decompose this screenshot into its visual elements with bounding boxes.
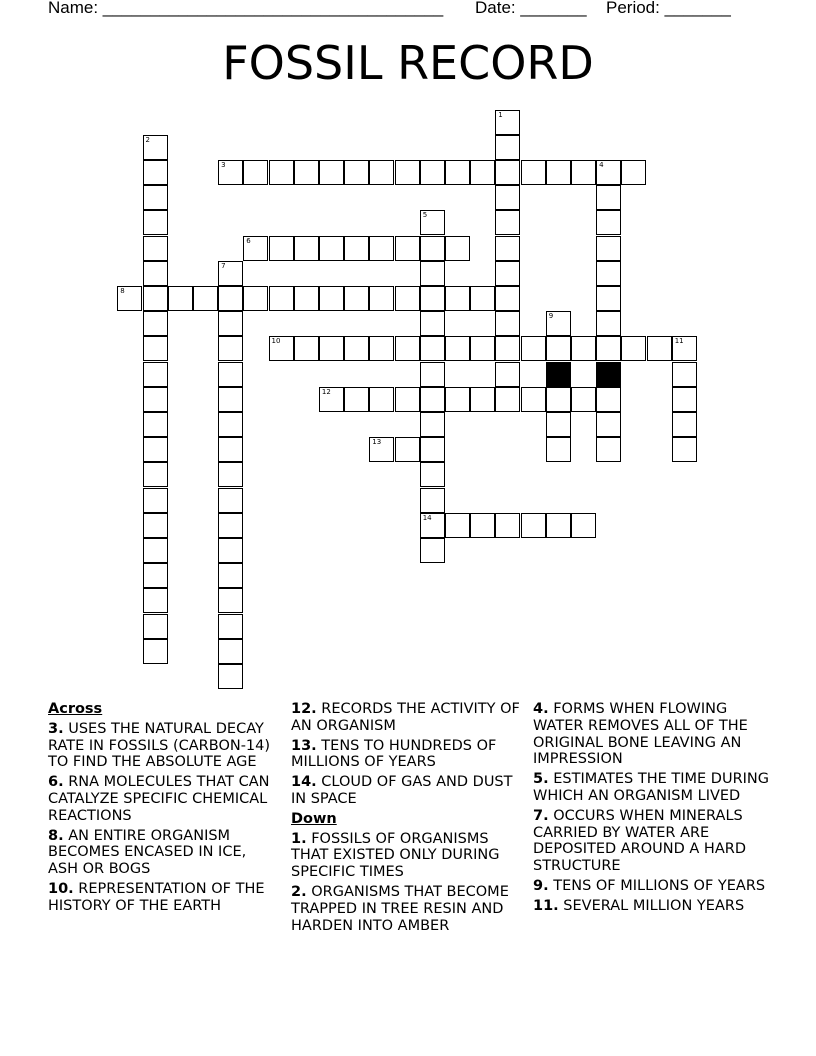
grid-cell[interactable] — [445, 160, 470, 185]
clue-number: 2 — [145, 135, 150, 144]
grid-cell[interactable] — [218, 412, 243, 437]
grid-cell[interactable] — [143, 538, 168, 563]
grid-cell[interactable] — [294, 160, 319, 185]
grid-cell[interactable] — [470, 387, 495, 412]
grid-cell[interactable] — [369, 236, 394, 261]
grid-cell[interactable] — [596, 286, 621, 311]
clue-item — [291, 701, 523, 735]
grid-cell[interactable] — [420, 210, 445, 235]
grid-cell[interactable] — [143, 286, 168, 311]
grid-cell[interactable] — [470, 286, 495, 311]
clue-text: OCCURS WHEN MINERALS CARRIED BY WATER ARE DEPOSITED AROUND A HARD STRUCTURE — [533, 807, 746, 875]
grid-cell[interactable] — [294, 236, 319, 261]
grid-cell[interactable] — [143, 614, 168, 639]
grid-cell[interactable] — [521, 336, 546, 361]
grid-cell[interactable] — [143, 362, 168, 387]
grid-cell[interactable] — [218, 437, 243, 462]
clue-number: 9 — [548, 312, 554, 321]
grid-cell[interactable] — [319, 336, 344, 361]
grid-cell[interactable] — [546, 437, 571, 462]
grid-cell[interactable] — [319, 387, 344, 412]
grid-cell[interactable] — [495, 362, 520, 387]
grid-cell[interactable] — [420, 286, 445, 311]
grid-cell[interactable] — [269, 336, 294, 361]
grid-cell[interactable] — [143, 160, 168, 185]
grid-cell[interactable] — [596, 437, 621, 462]
grid-cell[interactable] — [420, 412, 445, 437]
grid-cell[interactable] — [369, 286, 394, 311]
clue-item — [533, 898, 769, 915]
clue-text: ESTIMATES THE TIME DURING WHICH AN ORGANISM LIVED — [533, 771, 770, 804]
clue-item — [533, 701, 769, 768]
grid-cell[interactable] — [269, 286, 294, 311]
clue-item — [533, 808, 769, 875]
clue-number: 4 — [599, 161, 604, 169]
clue-item — [48, 774, 280, 824]
grid-cell[interactable] — [420, 160, 445, 185]
clue-text: USES THE NATURAL DECAY RATE IN FOSSILS (CARBON-14) TO FIND THE ABSOLUTE AGE — [48, 720, 271, 771]
clue-item — [291, 884, 523, 934]
clue-number: 3 — [221, 161, 226, 169]
grid-cell[interactable] — [495, 185, 520, 210]
grid-cell[interactable] — [369, 160, 394, 185]
grid-cell[interactable] — [596, 311, 621, 336]
grid-cell[interactable] — [495, 210, 520, 235]
clue-text: FOSSILS OF ORGANISMS THAT EXISTED ONLY DURING SPECIFIC TIMES — [291, 830, 500, 881]
grid-cell[interactable] — [243, 286, 268, 311]
down-heading: Down — [291, 810, 337, 827]
grid-cell[interactable] — [521, 160, 546, 185]
grid-cell[interactable] — [143, 236, 168, 261]
clue-number-label: 5. — [533, 771, 549, 788]
grid-cell[interactable] — [672, 336, 697, 361]
grid-cell[interactable] — [218, 588, 243, 613]
grid-cell[interactable] — [319, 236, 344, 261]
grid-cell[interactable] — [495, 387, 520, 412]
grid-cell[interactable] — [369, 387, 394, 412]
grid-cell[interactable] — [218, 286, 243, 311]
grid-cell[interactable] — [319, 160, 344, 185]
clue-number: 7 — [221, 261, 226, 270]
grid-cell[interactable] — [596, 185, 621, 210]
clue-number: 14 — [422, 513, 432, 522]
grid-cell[interactable] — [495, 311, 520, 336]
clue-number: 6 — [246, 236, 251, 245]
grid-cell[interactable] — [495, 336, 520, 361]
clue-number-label: 4. — [533, 701, 549, 717]
grid-cell[interactable] — [369, 336, 394, 361]
clue-item — [533, 771, 769, 805]
grid-cell[interactable] — [395, 236, 420, 261]
grid-cell[interactable] — [420, 362, 445, 387]
clue-number-label: 10. — [48, 880, 74, 897]
grid-cell[interactable] — [218, 513, 243, 538]
grid-cell[interactable] — [445, 387, 470, 412]
grid-cell[interactable] — [143, 210, 168, 235]
grid-cell[interactable] — [420, 236, 445, 261]
grid-cell[interactable] — [420, 311, 445, 336]
grid-cell[interactable] — [521, 387, 546, 412]
clue-text: ORGANISMS THAT BECOME TRAPPED IN TREE RESIN AND HARDEN INTO AMBER — [291, 883, 509, 934]
grid-cell[interactable] — [546, 160, 571, 185]
grid-cell[interactable] — [495, 286, 520, 311]
grid-cell[interactable] — [395, 336, 420, 361]
grid-cell[interactable] — [672, 412, 697, 437]
clues-column-2 — [291, 701, 523, 934]
clue-number: 12 — [321, 387, 331, 396]
clue-item — [291, 738, 523, 772]
grid-cell[interactable] — [571, 387, 596, 412]
grid-cell[interactable] — [596, 412, 621, 437]
clue-number-label: 7. — [533, 807, 549, 824]
grid-cell[interactable] — [218, 387, 243, 412]
clue-text: REPRESENTATION OF THE HISTORY OF THE EARTH — [48, 880, 265, 914]
grid-cell[interactable] — [143, 261, 168, 286]
grid-cell[interactable] — [420, 538, 445, 563]
clues-column-3 — [533, 701, 769, 915]
grid-cell[interactable] — [546, 387, 571, 412]
grid-cell[interactable] — [596, 236, 621, 261]
grid-cell[interactable] — [571, 336, 596, 361]
grid-cell[interactable] — [369, 437, 394, 462]
clue-number: 10 — [271, 337, 281, 346]
grid-cell[interactable] — [143, 311, 168, 336]
grid-cell[interactable] — [344, 336, 369, 361]
grid-cell[interactable] — [218, 336, 243, 361]
clue-number-label: 3. — [48, 720, 64, 737]
clue-number-label: 13. — [291, 737, 317, 754]
grid-cell[interactable] — [546, 336, 571, 361]
grid-cell[interactable] — [546, 412, 571, 437]
grid-cell[interactable] — [521, 513, 546, 538]
grid-cell[interactable] — [395, 160, 420, 185]
clue-item — [291, 831, 523, 881]
grid-cell[interactable] — [143, 513, 168, 538]
date-field[interactable]: Date: _______ — [475, 0, 587, 17]
clues-column-1 — [48, 701, 280, 915]
grid-cell[interactable] — [143, 563, 168, 588]
black-square — [596, 362, 621, 387]
grid-cell[interactable] — [117, 286, 142, 311]
clue-text: RNA MOLECULES THAT CAN CATALYZE SPECIFIC CHEMICAL REACTIONS — [48, 774, 270, 824]
grid-cell[interactable] — [218, 614, 243, 639]
clue-text: AN ENTIRE ORGANISM BECOMES ENCASED IN ICE, ASH OR BOGS — [48, 827, 247, 878]
clue-number-label: 1. — [291, 830, 307, 847]
grid-cell[interactable] — [621, 336, 646, 361]
clue-number: 1 — [498, 110, 503, 119]
grid-cell[interactable] — [445, 513, 470, 538]
grid-cell[interactable] — [495, 236, 520, 261]
clue-text: CLOUD OF GAS AND DUST IN SPACE — [291, 774, 513, 807]
clue-number-label: 14. — [291, 774, 317, 791]
black-square — [546, 362, 571, 387]
grid-cell[interactable] — [143, 639, 168, 664]
clue-item — [48, 828, 280, 878]
grid-cell[interactable] — [344, 387, 369, 412]
across-heading: Across — [48, 701, 103, 717]
grid-cell[interactable] — [218, 362, 243, 387]
grid-cell[interactable] — [243, 160, 268, 185]
grid-cell[interactable] — [470, 513, 495, 538]
grid-cell[interactable] — [672, 362, 697, 387]
grid-cell[interactable] — [420, 488, 445, 513]
grid-cell[interactable] — [420, 387, 445, 412]
clue-number: 5 — [422, 211, 428, 220]
grid-cell[interactable] — [596, 160, 621, 185]
grid-cell[interactable] — [344, 286, 369, 311]
grid-cell[interactable] — [294, 336, 319, 361]
clue-item — [48, 721, 280, 771]
grid-cell[interactable] — [218, 311, 243, 336]
grid-cell[interactable] — [596, 387, 621, 412]
grid-cell[interactable] — [571, 160, 596, 185]
clue-item — [291, 774, 523, 808]
puzzle-title: FOSSIL RECORD — [222, 36, 594, 90]
clue-text: TENS OF MILLIONS OF YEARS — [548, 877, 766, 894]
grid-cell[interactable] — [546, 513, 571, 538]
grid-cell[interactable] — [495, 261, 520, 286]
grid-cell[interactable] — [420, 336, 445, 361]
name-field[interactable]: Name: ____________________________________ — [48, 0, 444, 17]
grid-cell[interactable] — [420, 513, 445, 538]
clue-number-label: 9. — [533, 877, 549, 894]
clue-number: 8 — [120, 287, 125, 295]
grid-cell[interactable] — [571, 513, 596, 538]
grid-cell[interactable] — [168, 286, 193, 311]
grid-cell[interactable] — [420, 437, 445, 462]
grid-cell[interactable] — [269, 160, 294, 185]
grid-cell[interactable] — [143, 462, 168, 487]
clue-number: 13 — [372, 438, 382, 447]
grid-cell[interactable] — [495, 135, 520, 160]
clue-text: TENS TO HUNDREDS OF MILLIONS OF YEARS — [291, 737, 497, 771]
clue-number-label: 8. — [48, 827, 64, 844]
grid-cell[interactable] — [218, 488, 243, 513]
grid-cell[interactable] — [445, 236, 470, 261]
grid-cell[interactable] — [143, 387, 168, 412]
clue-number-label: 11. — [533, 897, 559, 914]
grid-cell[interactable] — [596, 261, 621, 286]
grid-cell[interactable] — [269, 236, 294, 261]
grid-cell[interactable] — [143, 336, 168, 361]
grid-cell[interactable] — [621, 160, 646, 185]
grid-cell[interactable] — [344, 160, 369, 185]
grid-cell[interactable] — [218, 261, 243, 286]
grid-cell[interactable] — [143, 588, 168, 613]
grid-cell[interactable] — [395, 437, 420, 462]
grid-cell[interactable] — [218, 462, 243, 487]
grid-cell[interactable] — [193, 286, 218, 311]
clue-text: SEVERAL MILLION YEARS — [558, 897, 745, 914]
grid-cell[interactable] — [470, 160, 495, 185]
grid-cell[interactable] — [546, 311, 571, 336]
clue-number-label: 2. — [291, 883, 307, 900]
grid-cell[interactable] — [420, 462, 445, 487]
clue-number: 11 — [674, 337, 684, 346]
clue-text: FORMS WHEN FLOWING WATER REMOVES ALL OF THE ORIGINAL BONE LEAVING AN IMPRESSION — [533, 701, 748, 768]
clue-number-label: 12. — [291, 701, 317, 717]
grid-cell[interactable] — [143, 437, 168, 462]
grid-cell[interactable] — [647, 336, 672, 361]
grid-cell[interactable] — [445, 286, 470, 311]
grid-cell[interactable] — [344, 236, 369, 261]
grid-cell[interactable] — [495, 513, 520, 538]
grid-cell[interactable] — [495, 160, 520, 185]
grid-cell[interactable] — [218, 538, 243, 563]
grid-cell[interactable] — [395, 387, 420, 412]
grid-cell[interactable] — [420, 261, 445, 286]
grid-cell[interactable] — [495, 110, 520, 135]
grid-cell[interactable] — [218, 639, 243, 664]
grid-cell[interactable] — [143, 488, 168, 513]
clue-item — [533, 878, 769, 895]
grid-cell[interactable] — [143, 135, 168, 160]
grid-cell[interactable] — [143, 185, 168, 210]
grid-cell[interactable] — [445, 336, 470, 361]
grid-cell[interactable] — [596, 210, 621, 235]
clue-text: RECORDS THE ACTIVITY OF AN ORGANISM — [291, 701, 520, 734]
grid-cell[interactable] — [243, 236, 268, 261]
clue-item — [48, 881, 280, 915]
grid-cell[interactable] — [294, 286, 319, 311]
grid-cell[interactable] — [218, 664, 243, 689]
grid-cell[interactable] — [218, 160, 243, 185]
grid-cell[interactable] — [395, 286, 420, 311]
grid-cell[interactable] — [672, 387, 697, 412]
grid-cell[interactable] — [672, 437, 697, 462]
grid-cell[interactable] — [470, 336, 495, 361]
grid-cell[interactable] — [218, 563, 243, 588]
grid-cell[interactable] — [143, 412, 168, 437]
grid-cell[interactable] — [319, 286, 344, 311]
clue-number-label: 6. — [48, 774, 64, 791]
period-field[interactable]: Period: _______ — [606, 0, 731, 17]
grid-cell[interactable] — [596, 336, 621, 361]
